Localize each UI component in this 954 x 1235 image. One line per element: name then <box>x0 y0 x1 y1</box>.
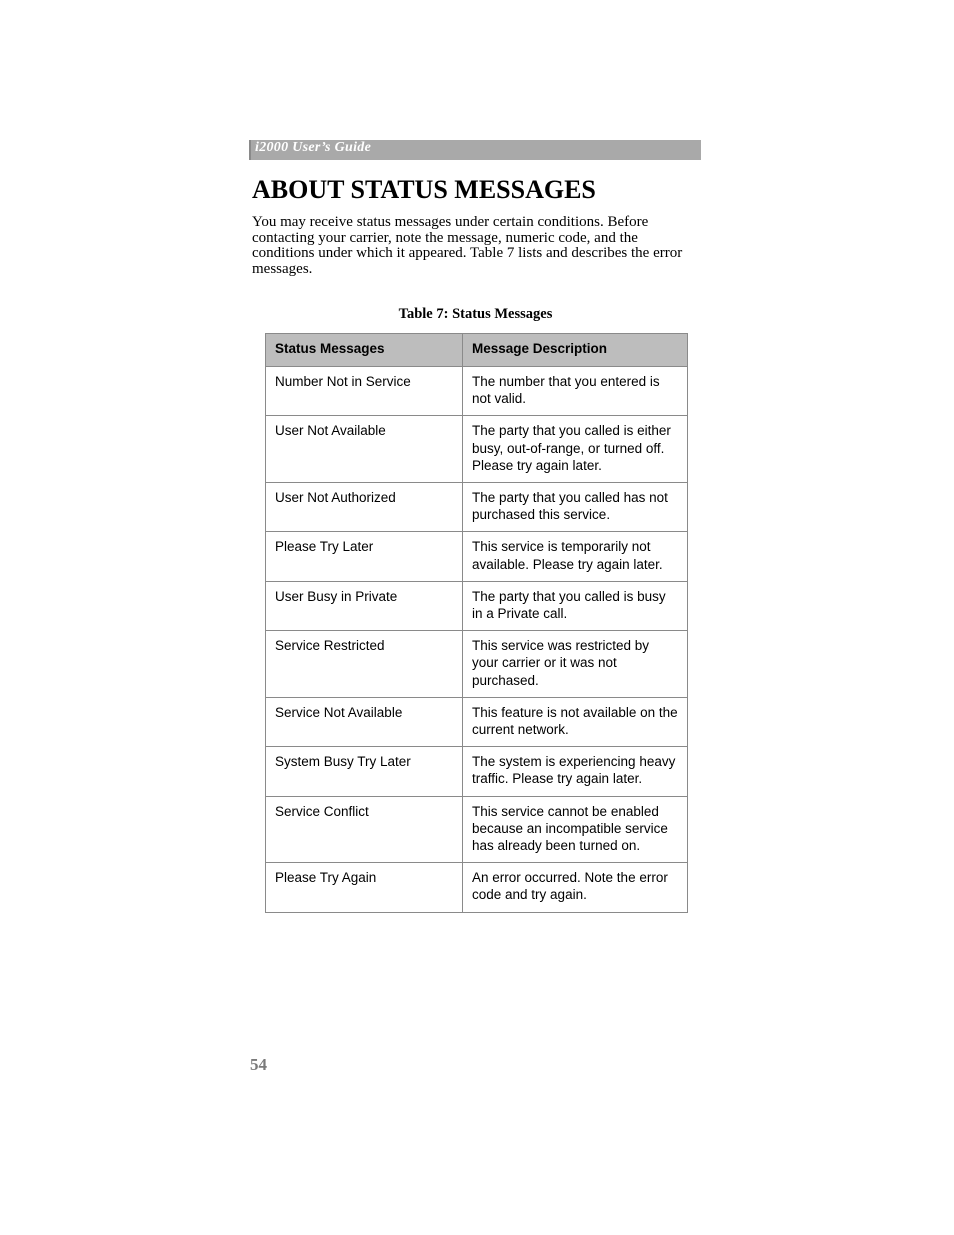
message-description-cell: The system is experiencing heavy traffic. Please try again later. <box>463 747 688 796</box>
status-message-cell: Service Conflict <box>266 796 463 863</box>
message-description-cell: The party that you called is either busy, out-of-range, or turned off. Please try again later. <box>463 416 688 483</box>
table-row <box>266 631 688 698</box>
status-message-cell: System Busy Try Later <box>266 747 463 796</box>
running-header <box>249 140 701 160</box>
message-description-cell: The number that you entered is not valid. <box>463 367 688 416</box>
status-message-cell: User Not Available <box>266 416 463 483</box>
table-row <box>266 581 688 630</box>
table-row <box>266 796 688 863</box>
message-description-cell: An error occurred. Note the error code and try again. <box>463 863 688 912</box>
table-row <box>266 416 688 483</box>
message-description-cell: This service is temporarily not available. Please try again later. <box>463 532 688 581</box>
table-header-row <box>266 334 688 367</box>
table-row <box>266 747 688 796</box>
table-row <box>266 483 688 532</box>
table-caption: Table 7: Status Messages <box>398 306 553 322</box>
page-title: ABOUT STATUS MESSAGES <box>252 175 596 204</box>
message-description-cell: This service cannot be enabled because an incompatible service has already been turned on. <box>463 796 688 863</box>
message-description-cell: This feature is not available on the current network. <box>463 697 688 746</box>
guide-title: i2000 User’s Guide <box>255 140 372 155</box>
status-message-cell: User Busy in Private <box>266 581 463 630</box>
message-description-cell: The party that you called is busy in a Private call. <box>463 581 688 630</box>
intro-paragraph: You may receive status messages under certain conditions. Before contacting your carrier, note the message, numeric code, and the conditions under which it appeared. Table 7 lists and describes the error messages. <box>252 214 683 277</box>
message-description-cell: The party that you called has not purchased this service. <box>463 483 688 532</box>
message-description-cell: This service was restricted by your carrier or it was not purchased. <box>463 631 688 698</box>
status-message-cell: User Not Authorized <box>266 483 463 532</box>
status-message-cell: Service Not Available <box>266 697 463 746</box>
status-message-cell: Please Try Again <box>266 863 463 912</box>
status-message-cell: Number Not in Service <box>266 367 463 416</box>
table-row <box>266 367 688 416</box>
column-header-description: Message Description <box>463 334 688 367</box>
table-row <box>266 532 688 581</box>
table-row <box>266 697 688 746</box>
column-header-status: Status Messages <box>266 334 463 367</box>
page-number: 54 <box>250 1055 267 1074</box>
status-message-cell: Service Restricted <box>266 631 463 698</box>
status-message-cell: Please Try Later <box>266 532 463 581</box>
status-messages-table <box>265 333 688 913</box>
table-row <box>266 863 688 912</box>
